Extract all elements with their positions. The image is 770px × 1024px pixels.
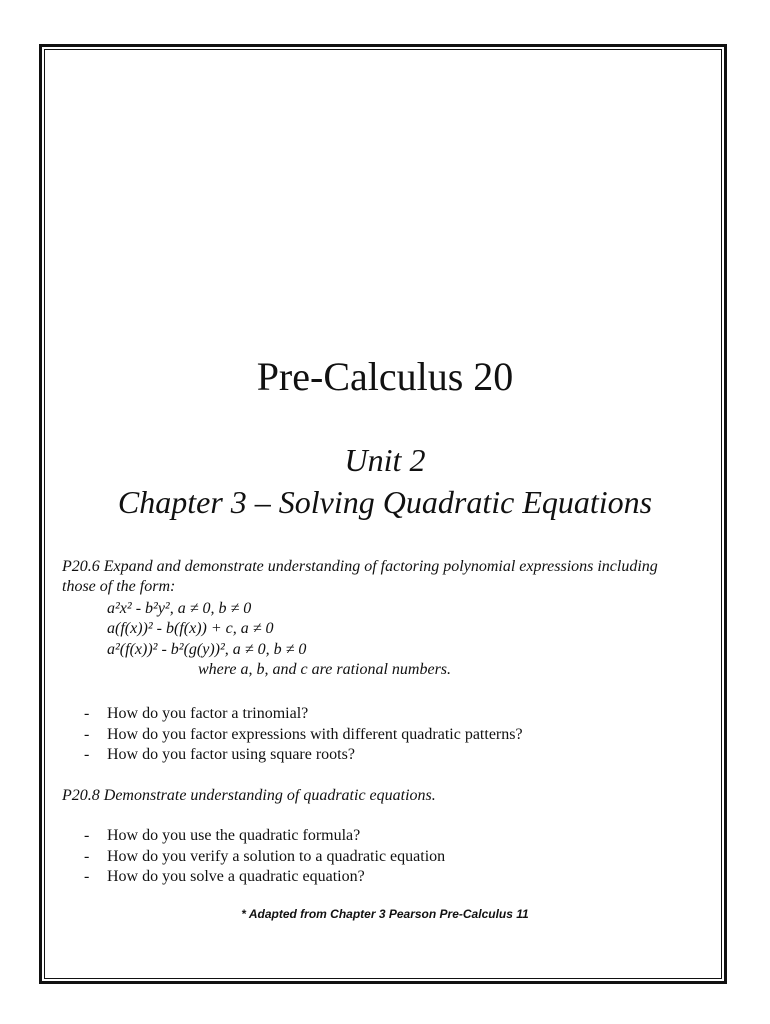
outcome-p20-6: P20.6 Expand and demonstrate understanding of factoring polynomial expressions including those of the form: [62, 558, 658, 595]
bullet-dash: - [84, 746, 90, 763]
list-item [84, 725, 523, 746]
outcome-p20-8: P20.8 Demonstrate understanding of quadratic equations. [62, 787, 436, 804]
question-list-p20-8 [84, 826, 445, 888]
question-text: How do you factor a trinomial? [107, 705, 309, 722]
formula-condition: where a, b, and c are rational numbers. [198, 661, 452, 678]
page-title: Pre-Calculus 20 [256, 354, 514, 399]
question-text: How do you solve a quadratic equation? [107, 868, 365, 885]
bullet-dash: - [84, 827, 90, 844]
bullet-dash: - [84, 847, 90, 865]
list-item [84, 745, 523, 766]
question-text: How do you factor using square roots? [107, 746, 355, 763]
chapter-heading: Chapter 3 – Solving Quadratic Equations [117, 484, 653, 520]
question-text: How do you use the quadratic formula? [107, 827, 361, 844]
list-item [84, 847, 445, 868]
question-text: How do you factor expressions with different quadratic patterns? [107, 725, 523, 743]
list-item [84, 867, 445, 888]
question-list-p20-6 [84, 704, 523, 766]
formula-3: a²(f(x))² - b²(g(y))², a ≠ 0, b ≠ 0 [107, 641, 307, 658]
question-text: How do you verify a solution to a quadratic equation [107, 847, 446, 865]
unit-heading: Unit 2 [344, 442, 426, 478]
bullet-dash: - [84, 868, 90, 885]
source-footnote: * Adapted from Chapter 3 Pearson Pre-Calculus 11 [241, 907, 529, 921]
bullet-dash: - [84, 705, 90, 722]
formula-2: a(f(x))² - b(f(x)) + c, a ≠ 0 [107, 620, 274, 637]
formula-1: a²x² - b²y², a ≠ 0, b ≠ 0 [107, 600, 252, 617]
list-item [84, 826, 445, 847]
list-item [84, 704, 523, 725]
bullet-dash: - [84, 725, 90, 743]
